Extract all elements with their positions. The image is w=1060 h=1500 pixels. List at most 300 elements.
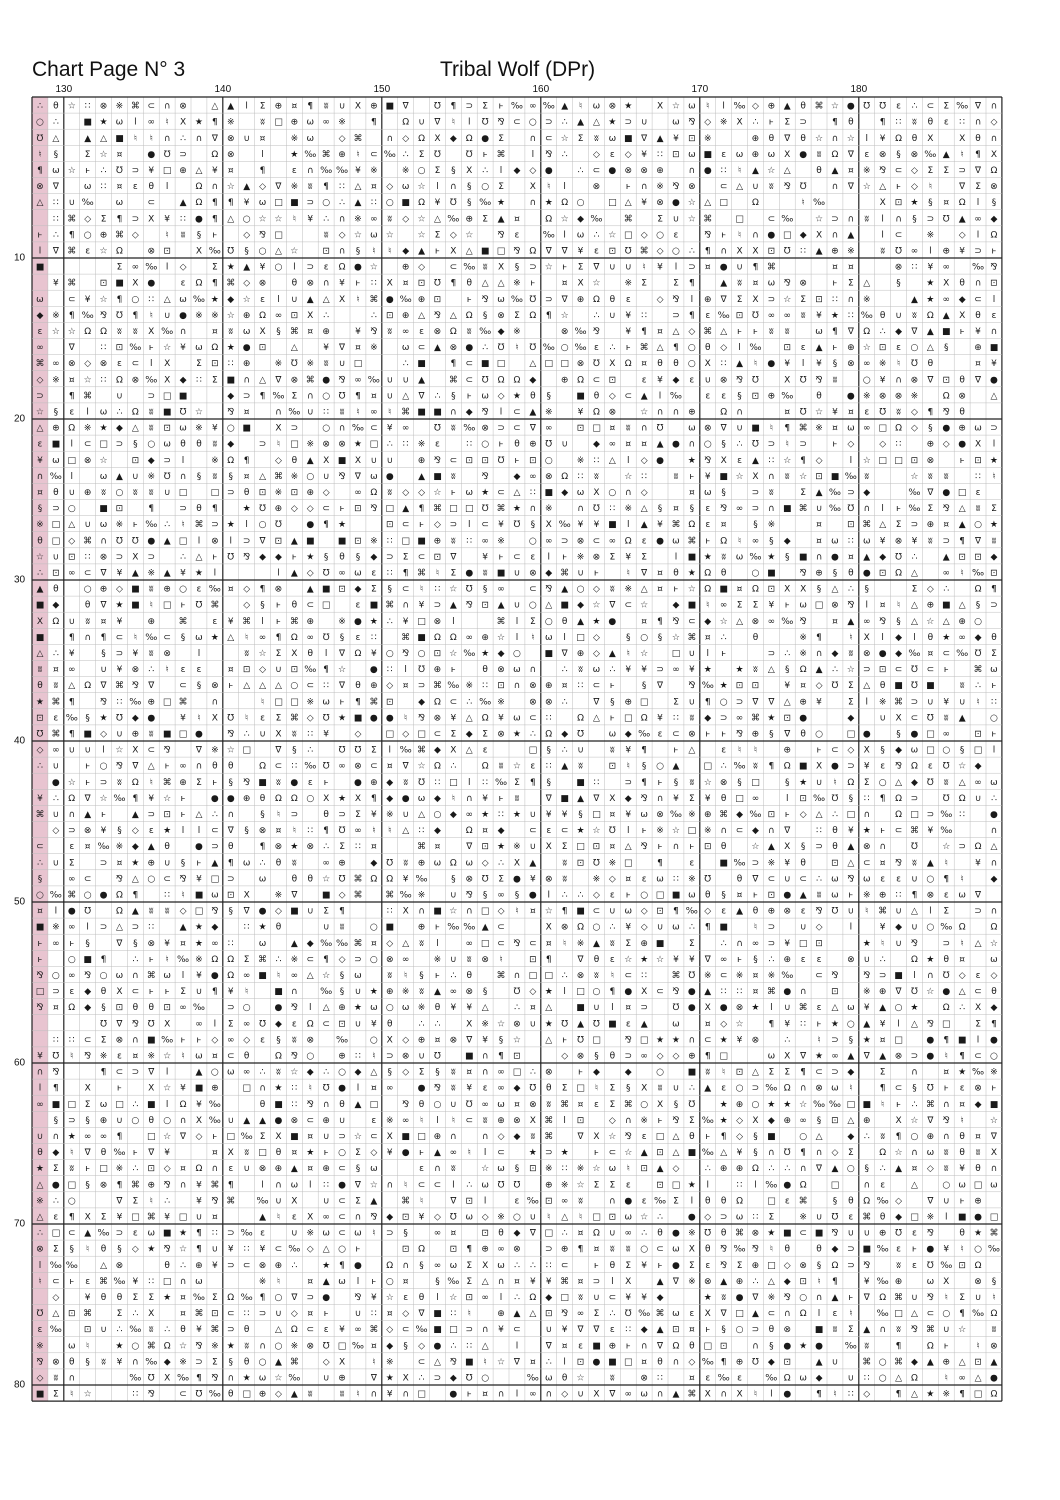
stitch-symbol: △ xyxy=(958,504,966,515)
stitch-symbol: △ xyxy=(767,665,775,676)
stitch-symbol: ∴ xyxy=(959,1003,966,1014)
stitch-symbol: ¤ xyxy=(943,198,950,209)
stitch-symbol: ∞ xyxy=(942,294,950,305)
stitch-symbol: ∇ xyxy=(180,1131,187,1142)
stitch-symbol: ※ xyxy=(544,1164,553,1175)
stitch-symbol: ∴ xyxy=(450,761,457,772)
stitch-symbol: ⅋ xyxy=(704,455,712,466)
stitch-symbol: ● xyxy=(592,1357,601,1368)
stitch-symbol: ⊃ xyxy=(719,713,728,724)
stitch-symbol: △ xyxy=(640,504,648,515)
stitch-symbol: Χ xyxy=(291,648,298,659)
stitch-symbol: ◆ xyxy=(147,455,155,466)
stitch-symbol: ⊃ xyxy=(831,1067,839,1078)
stitch-symbol: ¤ xyxy=(577,1276,584,1287)
stitch-symbol: ○ xyxy=(258,246,267,257)
stitch-symbol: θ xyxy=(943,954,950,965)
stitch-symbol: ◇ xyxy=(179,262,187,273)
stitch-symbol: ♮ xyxy=(388,246,392,257)
stitch-symbol: □ xyxy=(703,1341,713,1352)
stitch-symbol: ε xyxy=(180,278,186,289)
stitch-symbol: ▲ xyxy=(720,278,728,289)
stitch-symbol: ⊡ xyxy=(465,1196,474,1207)
stitch-symbol: ¥ xyxy=(132,1276,139,1287)
stitch-symbol: ⊕ xyxy=(338,1051,346,1062)
stitch-symbol: ● xyxy=(481,133,490,144)
stitch-symbol: ★ xyxy=(910,1003,919,1014)
stitch-symbol: Σ xyxy=(355,809,361,820)
stitch-symbol: ▲ xyxy=(831,165,839,176)
stitch-symbol: ω xyxy=(544,1373,553,1384)
stitch-symbol: ◆ xyxy=(449,809,457,820)
stitch-symbol: ⊂ xyxy=(592,536,601,547)
row-label: 80 xyxy=(14,1379,26,1391)
stitch-symbol: ∩ xyxy=(322,1099,330,1110)
stitch-symbol: ε xyxy=(307,777,313,788)
stitch-symbol: ¥ xyxy=(52,278,59,289)
stitch-symbol: ∩ xyxy=(990,1164,998,1175)
stitch-symbol: ⱶ xyxy=(721,729,727,740)
stitch-symbol: ∞ xyxy=(354,1325,362,1336)
stitch-symbol: ◆ xyxy=(910,1357,918,1368)
stitch-symbol: ʬ xyxy=(276,777,281,788)
stitch-symbol: ⊕ xyxy=(99,584,108,595)
stitch-symbol: ⅋ xyxy=(720,1260,728,1271)
stitch-symbol: θ xyxy=(275,922,282,933)
stitch-symbol: ‰ xyxy=(908,487,921,498)
stitch-symbol: ⊗ xyxy=(529,568,537,579)
stitch-symbol: ε xyxy=(737,455,742,466)
stitch-symbol: □ xyxy=(480,906,490,917)
stitch-symbol: ◇ xyxy=(608,874,616,885)
stitch-symbol: ⅼ xyxy=(865,697,869,708)
stitch-symbol: Σ xyxy=(736,1260,743,1271)
stitch-symbol: ∷ xyxy=(975,471,981,482)
stitch-symbol: ∇ xyxy=(593,793,600,804)
stitch-symbol: ‰ xyxy=(940,826,953,837)
stitch-symbol: ⊃ xyxy=(974,246,982,257)
stitch-symbol: ∩ xyxy=(974,117,982,128)
stitch-symbol: θ xyxy=(180,1325,186,1336)
stitch-symbol: ● xyxy=(544,165,553,176)
stitch-symbol: ⌘ xyxy=(130,1180,140,1191)
stitch-symbol: ∴ xyxy=(593,310,600,321)
stitch-symbol: △ xyxy=(720,1148,728,1159)
stitch-symbol: Σ xyxy=(577,133,584,144)
stitch-symbol: ※ xyxy=(576,938,585,949)
stitch-symbol: § xyxy=(435,1067,440,1078)
stitch-symbol: ∞ xyxy=(497,1244,505,1255)
stitch-symbol: ♮ xyxy=(737,230,742,241)
stitch-symbol: ∷ xyxy=(434,584,441,595)
stitch-symbol: ○ xyxy=(115,487,124,498)
stitch-symbol: ★ xyxy=(703,665,712,676)
stitch-symbol: ☆ xyxy=(576,1180,585,1191)
stitch-symbol: ∇ xyxy=(100,681,107,692)
stitch-symbol: ○ xyxy=(974,1244,982,1255)
stitch-symbol: ε xyxy=(355,632,361,643)
stitch-symbol: ⊡ xyxy=(52,568,60,579)
stitch-symbol: ⱶ xyxy=(895,182,902,193)
stitch-symbol: ∞ xyxy=(974,214,982,225)
stitch-symbol: ⊂ xyxy=(147,101,156,112)
stitch-symbol: ⊡ xyxy=(576,1115,585,1126)
stitch-symbol: ω xyxy=(624,1212,633,1223)
stitch-symbol: ※ xyxy=(703,970,712,981)
stitch-symbol: ω xyxy=(990,954,998,965)
stitch-symbol: ⌘ xyxy=(353,890,363,901)
stitch-symbol: ∷ xyxy=(370,198,377,209)
stitch-symbol: ⅼ xyxy=(181,826,185,837)
stitch-symbol: ‰ xyxy=(304,761,317,772)
stitch-symbol: ⊗ xyxy=(322,439,330,450)
stitch-symbol: ⌘ xyxy=(544,1131,554,1142)
stitch-symbol: § xyxy=(37,874,43,885)
stitch-symbol: ω xyxy=(497,1260,505,1271)
stitch-symbol: ◆ xyxy=(895,632,903,643)
stitch-symbol: ※ xyxy=(481,1019,489,1030)
stitch-symbol: ※ xyxy=(147,568,156,579)
stitch-symbol: ¤ xyxy=(943,1067,950,1078)
stitch-symbol: θ xyxy=(227,842,234,853)
stitch-symbol: ε xyxy=(784,1196,790,1207)
stitch-symbol: ※ xyxy=(385,1357,394,1368)
stitch-symbol: ∷ xyxy=(863,1373,870,1384)
stitch-symbol: θ xyxy=(975,310,981,321)
stitch-symbol: ⊗ xyxy=(433,326,442,337)
stitch-symbol: ⅼ xyxy=(197,648,201,659)
stitch-symbol: ◇ xyxy=(879,439,887,450)
stitch-symbol: ∷ xyxy=(148,1276,155,1287)
stitch-symbol: ε xyxy=(896,343,901,354)
stitch-symbol: ⊂ xyxy=(465,359,474,370)
stitch-symbol: ℧ xyxy=(338,874,346,885)
stitch-symbol: ⊡ xyxy=(656,1148,664,1159)
stitch-symbol: ○ xyxy=(385,648,394,659)
stitch-symbol: ☆ xyxy=(449,1292,458,1303)
stitch-symbol: ☆ xyxy=(274,214,283,225)
stitch-symbol: ⱶ xyxy=(752,890,759,901)
stitch-symbol: ○ xyxy=(83,890,92,901)
stitch-symbol: ● xyxy=(401,793,410,804)
stitch-symbol: Σ xyxy=(53,1244,59,1255)
stitch-symbol: □ xyxy=(226,1131,236,1142)
stitch-symbol: ε xyxy=(721,391,727,402)
stitch-symbol: ℧ xyxy=(911,987,918,998)
stitch-symbol: ※ xyxy=(306,1228,315,1239)
stitch-symbol: ∪ xyxy=(338,1115,346,1126)
stitch-symbol: ∞ xyxy=(751,793,760,804)
stitch-symbol: ⌘ xyxy=(560,1276,570,1287)
stitch-symbol: ◇ xyxy=(259,182,267,193)
stitch-symbol: ■ xyxy=(544,648,554,659)
stitch-symbol: ‰ xyxy=(828,504,841,515)
stitch-symbol: ‰ xyxy=(733,858,746,869)
stitch-symbol: ¥ xyxy=(673,793,679,804)
stitch-symbol: ℧ xyxy=(593,858,600,869)
stitch-symbol: ◆ xyxy=(433,745,441,756)
stitch-symbol: ∪ xyxy=(322,471,330,482)
stitch-symbol: ⅼ xyxy=(515,632,519,643)
stitch-symbol: ※ xyxy=(513,278,521,289)
stitch-symbol: ∇ xyxy=(975,536,982,547)
stitch-symbol: ¥ xyxy=(641,1292,648,1303)
stitch-symbol: ◇ xyxy=(497,906,505,917)
stitch-symbol: ∇ xyxy=(657,681,664,692)
stitch-symbol: ¥ xyxy=(625,326,632,337)
stitch-symbol: ∷ xyxy=(211,1228,218,1239)
stitch-symbol: ⊂ xyxy=(417,343,426,354)
stitch-symbol: ∪ xyxy=(513,568,521,579)
stitch-symbol: ♮ xyxy=(896,359,901,370)
stitch-symbol: ¤ xyxy=(514,1276,520,1287)
stitch-symbol: Σ xyxy=(116,262,123,273)
stitch-symbol: Χ xyxy=(704,1309,711,1320)
stitch-symbol: ▲ xyxy=(815,487,823,498)
stitch-symbol: △ xyxy=(561,1212,569,1223)
stitch-symbol: ♮ xyxy=(292,826,296,837)
stitch-symbol: ∇ xyxy=(450,1196,457,1207)
stitch-symbol: ⱶ xyxy=(593,1148,600,1159)
stitch-symbol: ¥ xyxy=(402,874,409,885)
stitch-symbol: ∇ xyxy=(863,1292,870,1303)
stitch-symbol: ★ xyxy=(210,632,219,643)
stitch-symbol: θ xyxy=(243,1357,250,1368)
stitch-symbol: ∪ xyxy=(291,294,298,305)
stitch-symbol: ▲ xyxy=(418,375,426,386)
stitch-symbol: § xyxy=(673,1099,679,1110)
stitch-symbol: ◇ xyxy=(672,1164,680,1175)
stitch-symbol: ω xyxy=(799,1373,807,1384)
stitch-symbol: ▲ xyxy=(481,922,489,933)
stitch-symbol: ∩ xyxy=(179,1180,187,1191)
stitch-symbol: ■ xyxy=(115,278,124,289)
stitch-symbol: ■ xyxy=(782,1228,792,1239)
stitch-symbol: ¶ xyxy=(673,343,679,354)
stitch-symbol: ■ xyxy=(496,568,506,579)
stitch-symbol: ⅼ xyxy=(897,1019,900,1030)
stitch-symbol: Ω xyxy=(990,165,998,176)
stitch-symbol: ○ xyxy=(846,1019,855,1030)
stitch-symbol: ∩ xyxy=(752,230,759,241)
stitch-symbol: § xyxy=(37,504,43,515)
stitch-symbol: § xyxy=(816,1115,822,1126)
stitch-symbol: ◆ xyxy=(354,1067,362,1078)
stitch-symbol: ☆ xyxy=(481,1164,490,1175)
stitch-symbol: ☆ xyxy=(671,632,680,643)
stitch-symbol: θ xyxy=(784,1244,791,1255)
stitch-symbol: ℧ xyxy=(322,568,330,579)
stitch-symbol: ◇ xyxy=(815,922,823,933)
stitch-symbol: ∞ xyxy=(974,777,982,788)
stitch-symbol: ⊂ xyxy=(767,214,776,225)
stitch-symbol: ⊗ xyxy=(401,1051,410,1062)
stitch-symbol: § xyxy=(641,681,647,692)
stitch-symbol: ∩ xyxy=(402,600,409,611)
stitch-symbol: ∇ xyxy=(657,1341,664,1352)
stitch-symbol: ♮ xyxy=(928,182,932,193)
stitch-symbol: ¤ xyxy=(657,568,663,579)
stitch-symbol: ▲ xyxy=(131,568,139,579)
stitch-symbol: ¤ xyxy=(307,1276,314,1287)
stitch-symbol: ∩ xyxy=(84,632,91,643)
stitch-symbol: ∩ xyxy=(163,101,171,112)
stitch-symbol: Σ xyxy=(259,1131,266,1142)
stitch-symbol: ⌘ xyxy=(35,809,45,820)
stitch-symbol: ‰ xyxy=(876,1276,889,1287)
stitch-symbol: Ω xyxy=(449,632,457,643)
stitch-symbol: ʬ xyxy=(148,729,154,740)
stitch-symbol: ⅼ xyxy=(436,1115,439,1126)
stitch-symbol: ω xyxy=(831,1083,839,1094)
stitch-symbol: ⅋ xyxy=(179,874,187,885)
stitch-symbol: ¥ xyxy=(529,874,536,885)
stitch-symbol: ℧ xyxy=(386,858,394,869)
stitch-symbol: ⊡ xyxy=(783,343,792,354)
stitch-symbol: ⌘ xyxy=(162,777,172,788)
stitch-symbol: ⊂ xyxy=(672,729,680,740)
stitch-symbol: ∩ xyxy=(481,1325,489,1336)
stitch-symbol: ¥ xyxy=(132,648,139,659)
stitch-symbol: ○ xyxy=(735,1325,744,1336)
stitch-symbol: ω xyxy=(910,745,919,756)
stitch-symbol: ⊕ xyxy=(306,616,315,627)
stitch-symbol: θ xyxy=(736,874,743,885)
stitch-symbol: ■ xyxy=(35,922,45,933)
stitch-symbol: ⌘ xyxy=(655,1309,665,1320)
stitch-symbol: Χ xyxy=(784,584,791,595)
stitch-symbol: ¶ xyxy=(911,890,918,901)
stitch-symbol: ω xyxy=(401,343,410,354)
stitch-symbol: ⊕ xyxy=(83,487,92,498)
stitch-symbol: ω xyxy=(211,890,219,901)
stitch-symbol: ¤ xyxy=(52,665,59,676)
stitch-symbol: ★ xyxy=(35,697,44,708)
stitch-symbol: ☆ xyxy=(274,1373,283,1384)
stitch-symbol: ⊡ xyxy=(576,858,585,869)
stitch-symbol: ‰ xyxy=(320,938,333,949)
stitch-symbol: ⊃ xyxy=(147,391,156,402)
stitch-symbol: ⊃ xyxy=(990,600,998,611)
stitch-symbol: ⊗ xyxy=(131,665,140,676)
stitch-symbol: ★ xyxy=(226,1341,235,1352)
stitch-symbol: ∞ xyxy=(68,568,76,579)
stitch-symbol: ⊡ xyxy=(163,1003,171,1014)
stitch-symbol: ※ xyxy=(703,826,712,837)
stitch-symbol: ∇ xyxy=(291,890,298,901)
stitch-symbol: ∩ xyxy=(227,809,235,820)
stitch-symbol: Χ xyxy=(164,375,171,386)
stitch-symbol: ☆ xyxy=(640,600,649,611)
stitch-symbol: ℧ xyxy=(259,504,266,515)
stitch-symbol: ¶ xyxy=(196,1228,202,1239)
stitch-symbol: ε xyxy=(530,552,536,563)
stitch-symbol: ○ xyxy=(560,343,569,354)
stitch-symbol: ⊂ xyxy=(370,761,378,772)
stitch-symbol: ▲ xyxy=(290,1164,298,1175)
stitch-symbol: § xyxy=(482,987,488,998)
stitch-symbol: ω xyxy=(52,455,60,466)
stitch-symbol: Σ xyxy=(657,214,663,225)
stitch-symbol: Ω xyxy=(179,1099,187,1110)
stitch-symbol: ○ xyxy=(306,793,315,804)
stitch-symbol: ▲ xyxy=(179,922,187,933)
stitch-symbol: ⊃ xyxy=(258,1309,267,1320)
stitch-symbol: ⊡ xyxy=(751,391,760,402)
stitch-symbol: ◆ xyxy=(577,214,585,225)
stitch-symbol: ℧ xyxy=(36,1309,44,1320)
stitch-symbol: ★ xyxy=(719,1035,728,1046)
stitch-symbol: ℧ xyxy=(704,1228,712,1239)
stitch-symbol: ■ xyxy=(401,1131,410,1142)
stitch-symbol: ¤ xyxy=(466,1067,473,1078)
stitch-symbol: ʬ xyxy=(721,1292,726,1303)
stitch-symbol: ⅼ xyxy=(547,890,551,901)
stitch-symbol: ⊃ xyxy=(767,648,776,659)
stitch-symbol: □ xyxy=(894,1309,903,1320)
stitch-symbol: ⊗ xyxy=(894,391,903,402)
row-label: 70 xyxy=(14,1218,26,1230)
stitch-symbol: ⱶ xyxy=(562,552,568,563)
stitch-symbol: ⊕ xyxy=(401,262,410,273)
stitch-symbol: ★ xyxy=(322,1260,331,1271)
stitch-symbol: ○ xyxy=(338,1148,346,1159)
stitch-symbol: ☆ xyxy=(417,182,426,193)
stitch-symbol: ★ xyxy=(926,278,935,289)
stitch-symbol: △ xyxy=(402,391,410,402)
stitch-symbol: ♮ xyxy=(372,1228,376,1239)
stitch-symbol: ℧ xyxy=(354,745,362,756)
stitch-symbol: § xyxy=(403,1228,408,1239)
stitch-symbol: ⊗ xyxy=(497,665,505,676)
stitch-symbol: ∞ xyxy=(195,1019,203,1030)
stitch-symbol: ※ xyxy=(735,970,744,981)
stitch-symbol: θ xyxy=(196,439,202,450)
stitch-symbol: ♮ xyxy=(419,584,424,595)
stitch-symbol: ε xyxy=(673,230,679,241)
stitch-symbol: △ xyxy=(259,471,267,482)
stitch-symbol: ⊂ xyxy=(226,1309,235,1320)
stitch-symbol: ∩ xyxy=(736,407,743,418)
stitch-symbol: ★ xyxy=(640,954,649,965)
stitch-symbol: ◇ xyxy=(990,117,998,128)
stitch-symbol: ∇ xyxy=(259,536,266,547)
stitch-symbol: ʬ xyxy=(800,310,806,321)
stitch-symbol: ∩ xyxy=(211,182,219,193)
stitch-symbol: ◇ xyxy=(847,439,855,450)
stitch-symbol: ⊗ xyxy=(910,375,919,386)
stitch-symbol: ⊡ xyxy=(974,552,982,563)
stitch-symbol: ∪ xyxy=(561,439,568,450)
stitch-symbol: Ω xyxy=(831,149,839,160)
stitch-symbol: ● xyxy=(322,1292,331,1303)
stitch-symbol: ◇ xyxy=(211,1035,219,1046)
stitch-symbol: ⊡ xyxy=(401,1212,410,1223)
stitch-symbol: ⱶ xyxy=(593,568,600,579)
stitch-symbol: ◇ xyxy=(863,1389,871,1400)
stitch-symbol: ¥ xyxy=(498,1325,504,1336)
stitch-symbol: ⊕ xyxy=(688,1051,696,1062)
stitch-symbol: ∷ xyxy=(402,439,409,450)
stitch-symbol: Ω xyxy=(974,842,982,853)
stitch-symbol: ¤ xyxy=(704,1019,711,1030)
stitch-symbol: Σ xyxy=(943,101,950,112)
stitch-symbol: ¤ xyxy=(816,520,822,531)
stitch-symbol: ω xyxy=(226,1067,235,1078)
stitch-symbol: ■ xyxy=(290,906,299,917)
stitch-symbol: ⌘ xyxy=(639,246,649,257)
stitch-symbol: ⅋ xyxy=(100,310,108,321)
